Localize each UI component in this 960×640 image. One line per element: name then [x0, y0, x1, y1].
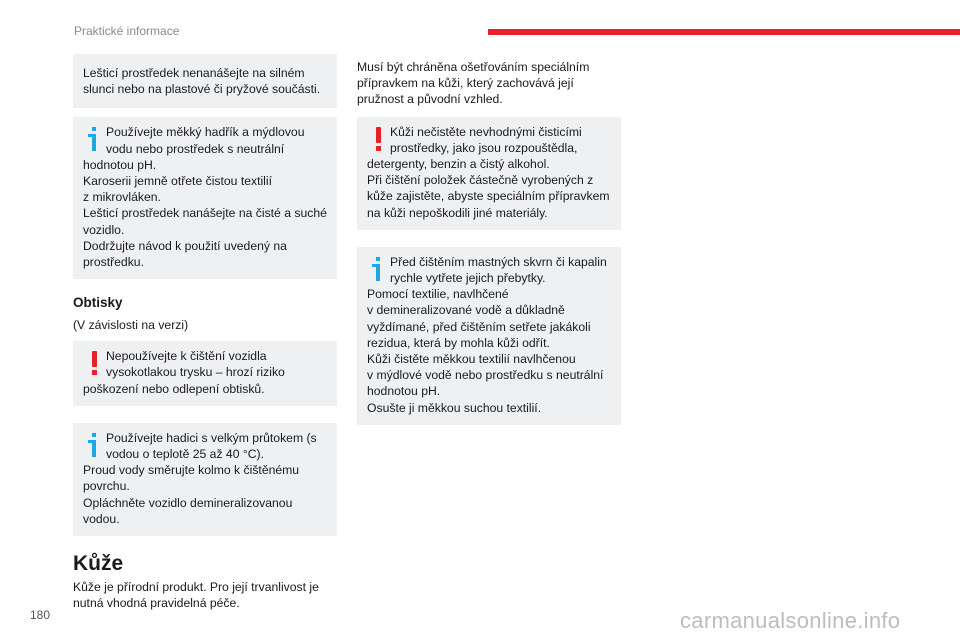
info-icon — [87, 127, 101, 153]
info-first-line: Před čištěním mastných skvrn či kapalin rychle vytřete jejich přebytky. — [390, 254, 607, 286]
page-number: 180 — [30, 608, 51, 622]
info-line: Dodržujte návod k použití uvedený na prostředku. — [83, 238, 287, 270]
right-column — [357, 59, 621, 425]
watermark: carmanualsonline.info — [680, 608, 901, 633]
info-first-line: Používejte hadici s velkým průtokem (s vodou o teplotě 25 až 40 °C). — [106, 430, 317, 462]
hose-info-box — [73, 423, 337, 536]
warning-icon — [371, 127, 385, 153]
kuze-heading: Kůže — [73, 552, 124, 576]
info-line: Pomocí textilie, navlhčené — [367, 287, 509, 302]
polish-warning-text: Lešticí prostředek nenanášejte na silném slunci nebo na plastové či pryžové součásti. — [83, 66, 321, 97]
info-line: Opláchněte vozidlo demineralizovanou vodou. — [83, 495, 293, 526]
info-line: Osušte ji měkkou suchou textilií. — [367, 400, 542, 415]
warning-icon — [87, 351, 101, 377]
info-line: Proud vody směrujte kolmo k čištěnému povrchu. — [83, 463, 300, 494]
info-line: hodnotou pH. — [83, 157, 157, 172]
warning-first-line: Kůži nečistěte nevhodnými čisticími prostředky, jako jsou rozpouštědla, — [390, 124, 582, 155]
info-line: Kůži čistěte měkkou textilií navlhčenou — [367, 352, 576, 367]
header-accent-bar — [488, 29, 960, 35]
polish-warning-box — [73, 54, 337, 108]
section-title: Praktické informace — [74, 24, 180, 38]
stain-info-box — [357, 247, 621, 425]
info-line: Karoserii jemně otřete čistou textilií — [83, 174, 272, 189]
obtisky-heading: Obtisky — [73, 295, 123, 311]
leather-warning-box — [357, 117, 621, 230]
left-column — [73, 54, 337, 611]
warning-line: poškození nebo odlepení obtisků. — [83, 381, 265, 396]
info-line: v mýdlové vodě nebo prostředku s neutrální hodnotou pH. — [367, 368, 604, 399]
info-icon — [371, 257, 385, 283]
info-line: Lešticí prostředek nanášejte na čisté a suché vozidlo. — [83, 206, 327, 237]
kuze-paragraph: Kůže je přírodní produkt. Pro její trvanlivost je nutná vhodná pravidelná péče. — [73, 580, 319, 611]
obtisky-subtitle: (V závislosti na verzi) — [73, 318, 189, 333]
info-line: v demineralizované vodě a důkladně vyždímané, před čištěním setřete jakákoli rezidua, která by mohla kůži odřít. — [367, 303, 591, 350]
info-icon — [87, 433, 101, 459]
leather-intro: Musí být chráněna ošetřováním speciálním přípravkem na kůži, který zachovává její pružnost a původní vzhled. — [357, 60, 590, 107]
warning-line: Při čištění položek částečně vyrobených z kůže zajistěte, abyste speciálním přípravkem na kůži nepoškodili jiné materiály. — [367, 173, 610, 220]
info-line: z mikrovláken. — [83, 190, 161, 205]
cleaning-info-box — [73, 117, 337, 279]
warning-line: detergenty, benzin a čistý alkohol. — [367, 157, 550, 172]
warning-first-line: Nepoužívejte k čištění vozidla vysokotlakou trysku – hrozí riziko — [106, 349, 285, 380]
decal-warning-box — [73, 341, 337, 406]
info-first-line: Používejte měkký hadřík a mýdlovou vodu nebo prostředek s neutrální — [106, 125, 305, 156]
